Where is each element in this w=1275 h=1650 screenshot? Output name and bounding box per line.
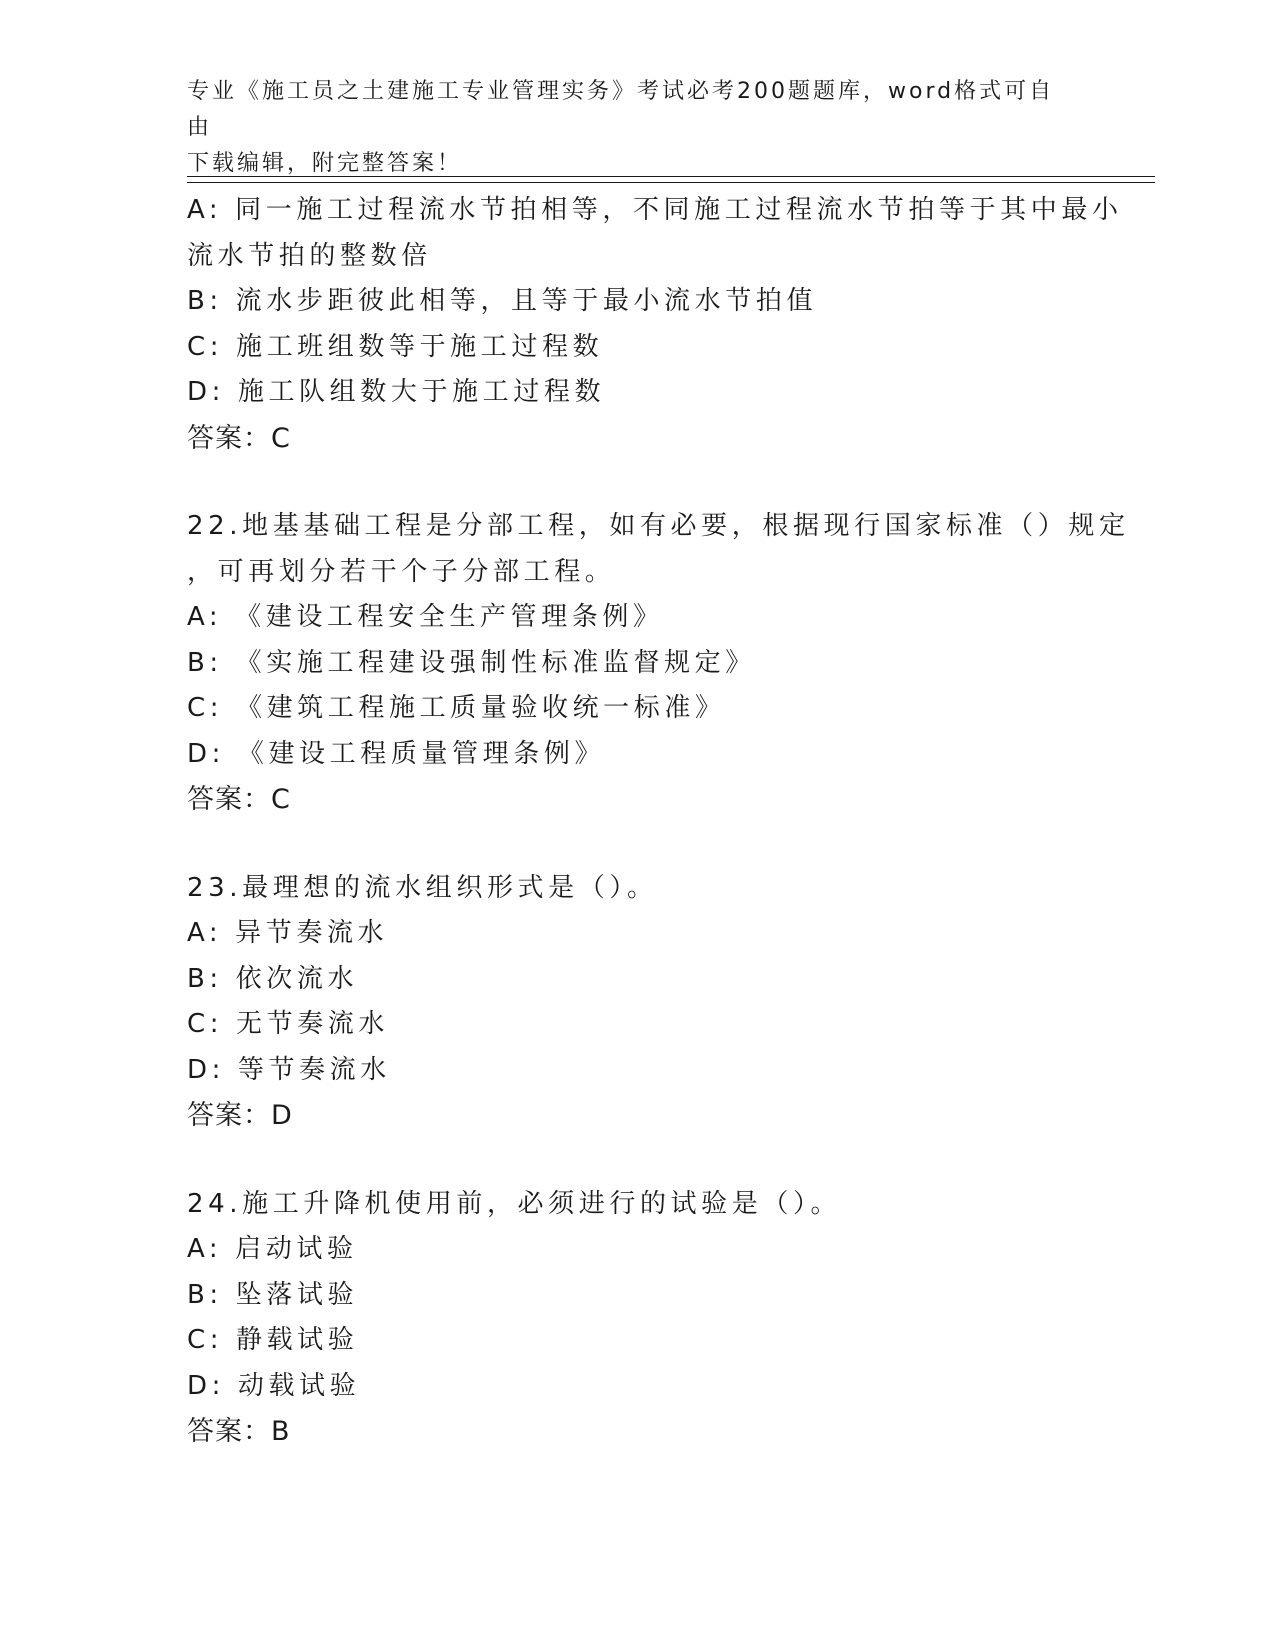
spacer [187, 1139, 1087, 1182]
option-d: D: 《建设工程质量管理条例》 [187, 738, 606, 769]
question-21 [187, 188, 1123, 461]
option-a: A: 《建设工程安全生产管理条例》 [187, 602, 664, 632]
option-a-line-2: 流水节拍的整数倍 [187, 240, 432, 271]
option-c: C: 《建筑工程施工质量验收统一标准》 [187, 693, 726, 723]
answer: 答案：D [187, 1100, 293, 1131]
option-c: C: 无节奏流水 [187, 1009, 389, 1039]
option-c: C: 静载试验 [187, 1325, 359, 1355]
spacer [187, 461, 1087, 504]
option-a: A: 启动试验 [187, 1234, 358, 1264]
option-b: B: 流水步距彼此相等，且等于最小流水节拍值 [187, 286, 818, 316]
spacer [187, 823, 1087, 866]
header-line-1: 专业《施工员之土建施工专业管理实务》考试必考200题题库，word格式可自由 [187, 79, 1055, 140]
option-b: B: 《实施工程建设强制性标准监督规定》 [187, 647, 756, 678]
question-text-line-1: 22.地基基础工程是分部工程，如有必要，根据现行国家标准（）规定 [187, 511, 1130, 541]
option-a-line-1: A: 同一施工过程流水节拍相等，不同施工过程流水节拍等于其中最小 [187, 195, 1123, 225]
question-text-line-2: ，可再划分若干个子分部工程。 [187, 556, 616, 587]
option-c: C: 施工班组数等于施工过程数 [187, 331, 604, 362]
document-header [187, 74, 1067, 182]
option-d: D: 施工队组数大于施工过程数 [187, 377, 606, 407]
header-divider-bottom [187, 182, 1155, 183]
question-24 [187, 1182, 1087, 1455]
answer: 答案：C [187, 784, 291, 815]
answer: 答案：B [187, 1416, 291, 1447]
question-text: 23.最理想的流水组织形式是（）。 [187, 872, 658, 903]
option-b: B: 坠落试验 [187, 1279, 359, 1310]
question-22 [187, 504, 1130, 823]
option-d: D: 动载试验 [187, 1370, 361, 1401]
question-list [187, 188, 1130, 1455]
question-23 [187, 866, 1087, 1139]
question-text: 24.施工升降机使用前，必须进行的试验是（）。 [187, 1188, 842, 1219]
option-a: A: 异节奏流水 [187, 918, 389, 948]
option-d: D: 等节奏流水 [187, 1054, 391, 1085]
option-b: B: 依次流水 [187, 963, 359, 994]
answer: 答案：C [187, 422, 291, 454]
header-divider-top [187, 176, 1155, 177]
header-line-2: 下载编辑，附完整答案！ [187, 151, 463, 176]
